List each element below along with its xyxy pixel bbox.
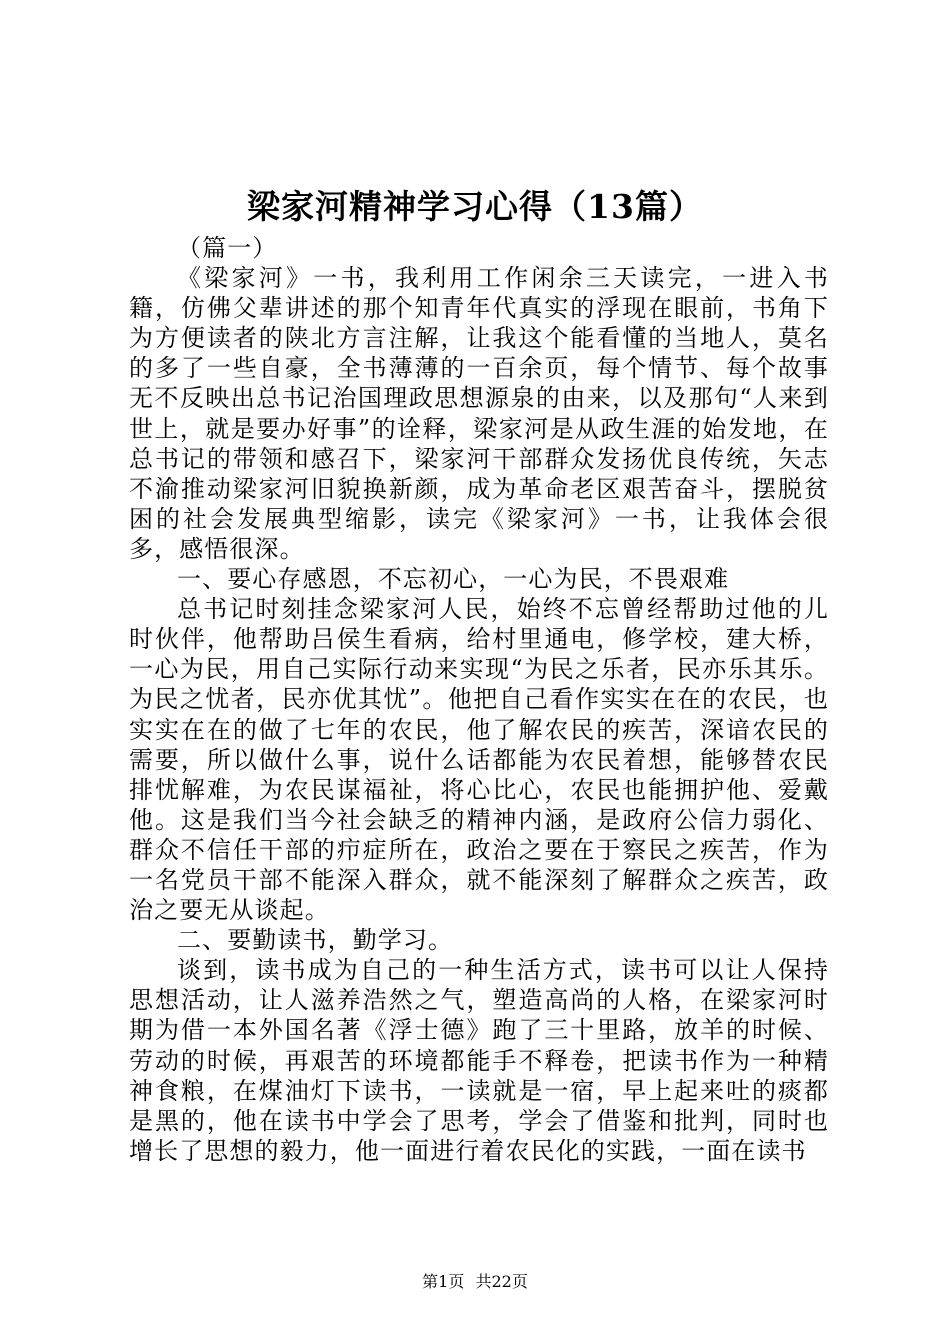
body-paragraph: 总书记时刻挂念梁家河人民，始终不忘曾经帮助过他的儿时伙伴，他帮助吕侯生看病，给村里通电，修学校，建大桥，一心为民，用自己实际行动来实现“为民之乐者，民亦乐其乐。为民之忧者，民亦优其忧”。他把自己看作实实在在的农民，也实实在在的做了七年的农民，他了解农民的疾苦，深谙农民的需要，所以做什么事，说什么话都能为农民着想，能够替农民排忧解难，为农民谋福祉，将心比心，农民也能拥护他、爱戴他。这是我们当今社会缺乏的精神内涵，是政府公信力弱化、群众不信任干部的疖症所在，政治之要在于察民之疾苦，作为一名党员干部不能深入群众，就不能深刻了解群众之疾苦，政治之要无从谈起。 [129,595,829,925]
section-heading-part-one: （篇一） [177,234,278,262]
page-total: 共22页 [475,1272,528,1291]
section-heading: 一、要心存感恩，不忘初心，一心为民，不畏艰难 [177,565,730,594]
document-title: 梁家河精神学习心得（13篇） [247,187,703,226]
body-paragraph: 《梁家河》一书，我利用工作闲余三天读完，一进入书籍，仿佛父辈讲述的那个知青年代真实的浮现在眼前，书角下为方便读者的陕北方言注解，让我这个能看懂的当地人，莫名的多了一些自豪，全书薄薄的一百余页，每个情节、每个故事无不反映出总书记治国理政思想源泉的由来，以及那句“人来到世上，就是要办好事”的诠释，梁家河是从政生涯的始发地，在总书记的带领和感召下，梁家河干部群众发扬优良传统，矢志不渝推动梁家河旧貌换新颜，成为革命老区艰苦奋斗，摆脱贫困的社会发展典型缩影，读完《梁家河》一书，让我体会很多，感悟很深。 [129,264,829,563]
body-paragraph: 谈到，读书成为自己的一种生活方式，读书可以让人保持思想活动，让人滋养浩然之气，塑造高尚的人格，在梁家河时期为借一本外国名著《浮士德》跑了三十里路，放羊的时候、劳动的时候，再艰苦的环境都能手不释卷，把读书作为一种精神食粮，在煤油灯下读书，一读就是一宿，早上起来吐的痰都是黑的，他在读书中学会了思考，学会了借鉴和批判，同时也增长了思想的毅力，他一面进行着农民化的实践，一面在读书 [129,956,829,1165]
page-footer [0,1272,950,1292]
document-body [129,233,829,1166]
page-number: 第1页 [422,1272,465,1291]
section-heading: 二、要勤读书，勤学习。 [177,926,454,955]
